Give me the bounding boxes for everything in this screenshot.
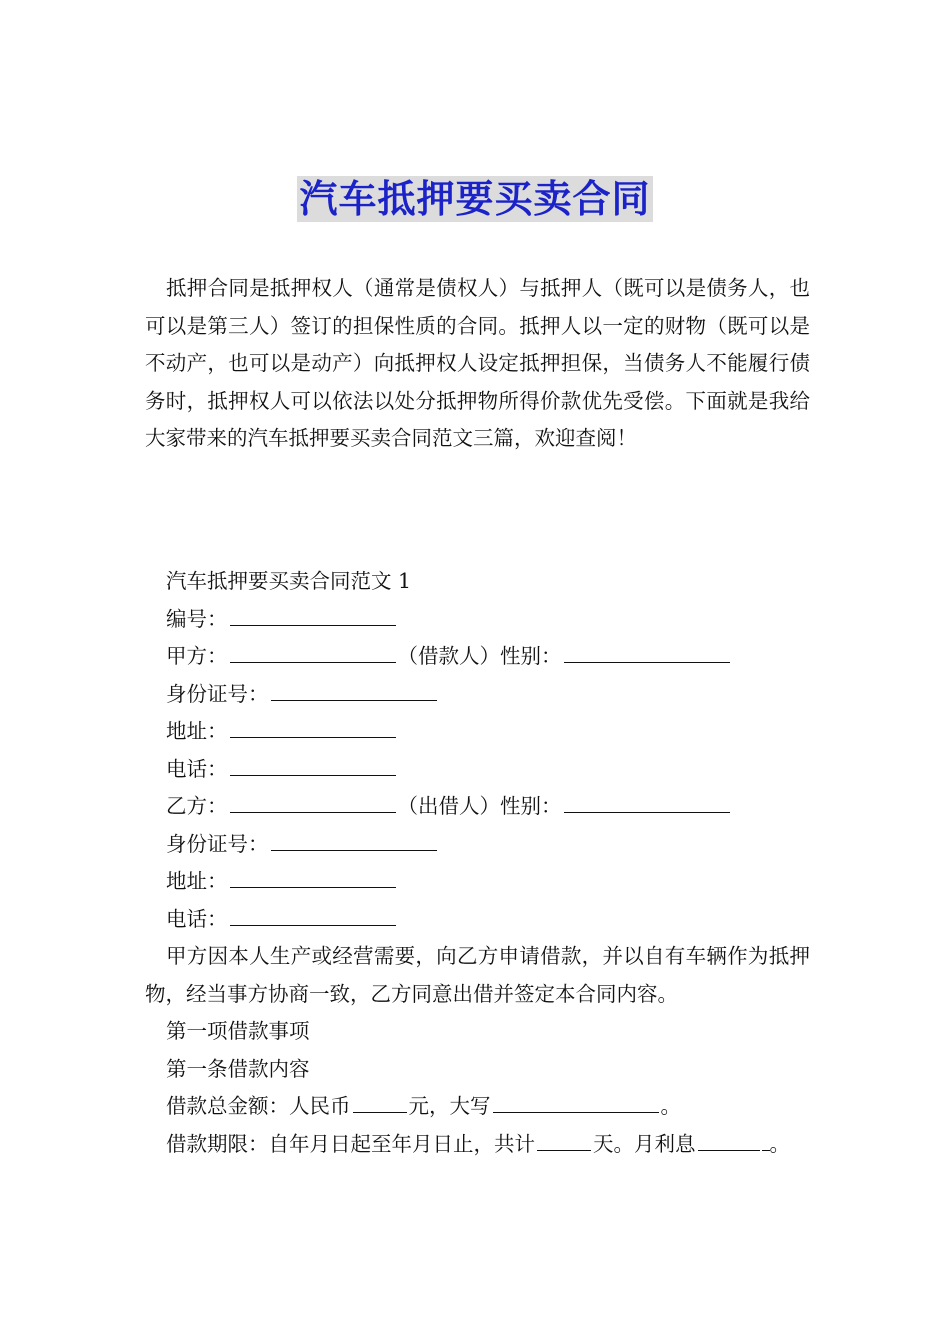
intro-paragraph: 抵押合同是抵押权人（通常是债权人）与抵押人（既可以是债务人，也可以是第三人）签订的担保性质的合同。抵押人以一定的财物（既可以是不动产，也可以是动产）向抵押权人设定抵押担保，当债务人不能履行债务时，抵押权人可以依法以处分抵押物所得价款优先受偿。下面就是我给大家带来的汽车抵押要买卖合同范文三篇，欢迎查阅！ — [145, 276, 810, 450]
party-a-phone-blank[interactable] — [230, 753, 396, 776]
term-line — [145, 1126, 810, 1164]
party-a-id-blank[interactable] — [271, 678, 437, 701]
serial-blank[interactable] — [230, 603, 396, 626]
term-days-blank[interactable] — [537, 1128, 591, 1151]
contract-sample — [145, 563, 810, 1163]
party-a-address-blank[interactable] — [230, 715, 396, 738]
party-b-phone-line — [145, 901, 810, 939]
term-label: 借款期限：自年月日起至年月日止，共计 — [166, 1131, 535, 1156]
party-b-id-line — [145, 826, 810, 864]
item-1-heading: 第一项借款事项 — [166, 1019, 310, 1043]
party-b-name-blank[interactable] — [230, 790, 396, 813]
amount-number-blank[interactable] — [353, 1090, 407, 1113]
serial-label: 编号： — [166, 606, 228, 631]
amount-mid: 元，大写 — [408, 1094, 491, 1118]
party-a-label: 甲方： — [166, 644, 228, 668]
party-b-address-line — [145, 863, 810, 901]
amount-line — [145, 1088, 810, 1126]
party-a-address-line — [145, 713, 810, 751]
amount-words-blank[interactable] — [493, 1090, 659, 1113]
amount-label: 借款总金额：人民币 — [166, 1094, 351, 1118]
page-title: 汽车抵押要买卖合同 — [299, 177, 651, 221]
party-b-id-label: 身份证号： — [166, 831, 269, 856]
term-end: 。 — [769, 1131, 790, 1156]
party-a-address-label: 地址： — [166, 719, 228, 743]
party-a-id-label: 身份证号： — [166, 681, 269, 706]
party-a-name-blank[interactable] — [230, 640, 396, 663]
party-b-phone-label: 电话： — [166, 906, 228, 931]
preamble-paragraph: 甲方因本人生产或经营需要，向乙方申请借款，并以自有车辆作为抵押物，经当事方协商一致，乙方同意出借并签定本合同内容。 — [145, 944, 810, 1006]
term-mid: 天。月利息 — [593, 1131, 696, 1156]
party-b-line — [145, 788, 810, 826]
party-b-label: 乙方： — [166, 794, 228, 818]
party-b-role: （出借人）性别： — [397, 794, 562, 818]
party-a-role: （借款人）性别： — [397, 644, 562, 668]
party-a-line — [145, 638, 810, 676]
party-a-id-line — [145, 676, 810, 714]
sample-heading: 汽车抵押要买卖合同范文 1 — [166, 569, 412, 593]
title-container — [0, 176, 950, 222]
party-a-phone-label: 电话： — [166, 756, 228, 781]
party-b-address-blank[interactable] — [230, 865, 396, 888]
party-b-address-label: 地址： — [166, 869, 228, 893]
party-a-phone-line — [145, 751, 810, 789]
monthly-interest-blank[interactable] — [698, 1128, 760, 1151]
amount-end: 。 — [660, 1094, 681, 1118]
party-b-phone-blank[interactable] — [230, 903, 396, 926]
monthly-interest-blank-cont[interactable] — [762, 1128, 770, 1151]
party-b-gender-blank[interactable] — [564, 790, 730, 813]
party-a-gender-blank[interactable] — [564, 640, 730, 663]
serial-line — [145, 601, 810, 639]
party-b-id-blank[interactable] — [271, 828, 437, 851]
article-1-heading: 第一条借款内容 — [166, 1056, 310, 1081]
